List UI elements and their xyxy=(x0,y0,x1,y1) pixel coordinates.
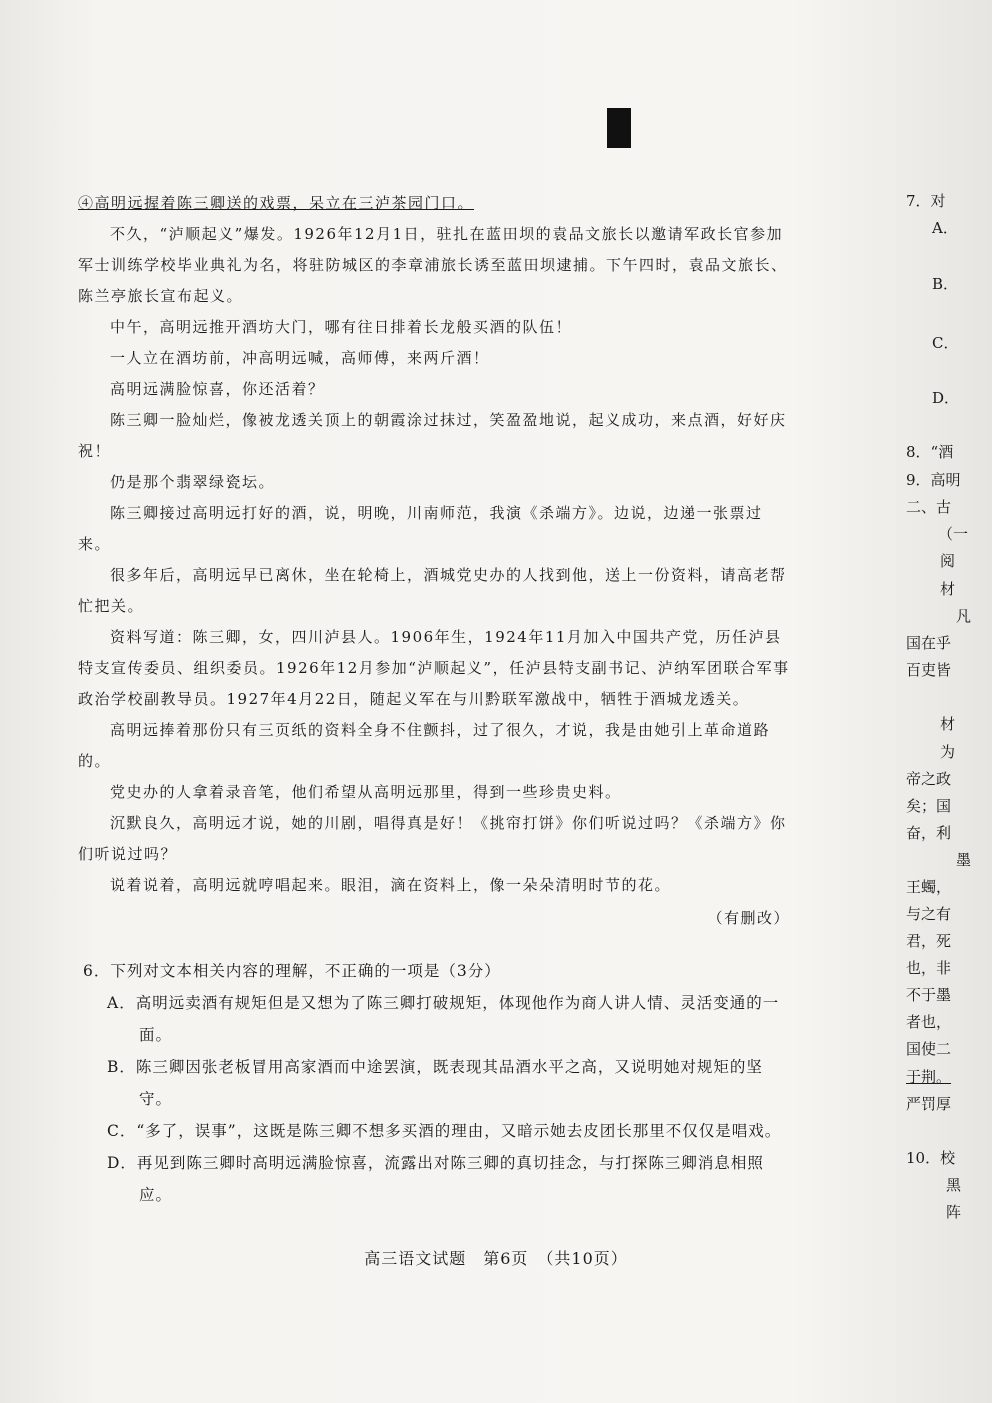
fragment-line: 不于墨 xyxy=(906,986,952,1004)
fragment-line: 10．校 xyxy=(906,1149,956,1167)
fragment-line: 与之有 xyxy=(906,905,952,923)
passage-paragraph: ④高明远握着陈三卿送的戏票，呆立在三泸茶园门口。 xyxy=(78,194,475,212)
option-b: B．陈三卿因张老板冒用高家酒而中途罢演，既表现其品酒水平之高，又说明她对规矩的坚守。 xyxy=(107,1058,763,1108)
fragment-line: B． xyxy=(932,275,959,293)
fragment-line: 奋，利 xyxy=(906,824,952,842)
fragment-line: 为 xyxy=(940,743,956,761)
fragment-line: 严罚厚 xyxy=(906,1095,952,1113)
passage-paragraph: 不久，“泸顺起义”爆发。1926年12月1日，驻扎在蓝田坝的袁品文旅长以邀请军政长官参加军士训练学校毕业典礼为名，将驻防城区的李章浦旅长诱至蓝田坝逮捕。下午四时，袁品文旅长、陈兰亭旅长宣布起义。 xyxy=(78,225,788,305)
passage-paragraph: 党史办的人拿着录音笔，他们希望从高明远那里，得到一些珍贵史料。 xyxy=(110,783,622,801)
fragment-line: 9．高明 xyxy=(906,471,961,489)
passage-paragraph: 说着说着，高明远就哼唱起来。眼泪，滴在资料上，像一朵朵清明时节的花。 xyxy=(110,876,672,894)
passage-paragraph: 仍是那个翡翠绿瓷坛。 xyxy=(110,473,276,491)
passage-paragraph: 一人立在酒坊前，冲高明远喊，高师傅，来两斤酒！ xyxy=(110,349,490,367)
scan-marker xyxy=(607,108,631,148)
fragment-line: 帝之政 xyxy=(906,770,952,788)
fragment-line: 7．对 xyxy=(906,192,946,210)
fragment-line: 百吏皆 xyxy=(906,661,952,679)
fragment-line: C． xyxy=(932,334,959,352)
passage-paragraph: 很多年后，高明远早已离休，坐在轮椅上，酒城党史办的人找到他，送上一份资料，请高老帮忙把关。 xyxy=(78,566,787,615)
next-column-fragment xyxy=(906,0,992,1403)
fragment-line: 二、古 xyxy=(906,498,952,516)
passage-paragraph: 沉默良久，高明远才说，她的川剧，唱得真是好！《挑帘打饼》你们听说过吗？《杀端方》你们听说过吗？ xyxy=(78,814,787,863)
passage-paragraph: 高明远满脸惊喜，你还活着？ xyxy=(110,380,325,398)
fragment-line: 矣；国 xyxy=(906,797,952,815)
fragment-line: 国使二 xyxy=(906,1040,952,1058)
fragment-line: 阅 xyxy=(940,552,956,570)
fragment-line: 8．“酒 xyxy=(906,443,954,461)
passage-paragraph: 高明远捧着那份只有三页纸的资料全身不住颤抖，过了很久，才说，我是由她引上革命道路的。 xyxy=(78,721,771,770)
fragment-line: 王蠋， xyxy=(906,878,952,896)
fragment-line: 墨 xyxy=(956,851,972,869)
fragment-line: 材 xyxy=(940,580,956,598)
fragment-line: 国在乎 xyxy=(906,634,952,652)
question-stem: 6．下列对文本相关内容的理解，不正确的一项是（3分） xyxy=(83,962,501,980)
fragment-line: 于荆。 xyxy=(906,1068,952,1086)
fragment-line: 凡 xyxy=(956,607,972,625)
passage xyxy=(78,188,790,934)
passage-paragraph: 中午，高明远推开酒坊大门，哪有往日排着长龙般买酒的队伍！ xyxy=(110,318,573,336)
fragment-line: A． xyxy=(932,219,958,237)
option-d: D．再见到陈三卿时高明远满脸惊喜，流露出对陈三卿的真切挂念，与打探陈三卿消息相照应。 xyxy=(107,1154,764,1204)
fragment-line: 也，非 xyxy=(906,959,952,977)
page-footer: 高三语文试题 第6页 （共10页） xyxy=(364,1249,628,1268)
passage-paragraph: 资料写道：陈三卿，女，四川泸县人。1906年生，1924年11月加入中国共产党，历任泸县特支宣传委员、组织委员。1926年12月参加“泸顺起义”，任泸县特支副书记、泸纳军团联合军事政治学校副教导员。1927年4月22日，随起义军在与川黔联军激战中，牺牲于酒城龙透关。 xyxy=(78,628,790,708)
source-note: （有删改） xyxy=(707,909,790,927)
question-6 xyxy=(83,955,795,1211)
option-c: C．“多了，误事”，这既是陈三卿不想多买酒的理由，又暗示她去皮团长那里不仅仅是唱戏。 xyxy=(107,1122,782,1140)
fragment-line: 阵 xyxy=(946,1203,962,1221)
fragment-line: 君，死 xyxy=(906,932,952,950)
passage-paragraph: 陈三卿一脸灿烂，像被龙透关顶上的朝霞涂过抹过，笑盈盈地说，起义成功，来点酒，好好庆祝！ xyxy=(78,411,787,460)
fragment-line: D． xyxy=(932,389,960,407)
fragment-line: （一 xyxy=(938,525,969,543)
fragment-line: 材 xyxy=(940,715,956,733)
fragment-line: 者也， xyxy=(906,1013,952,1031)
fragment-line: 黑 xyxy=(946,1176,962,1194)
option-a: A．高明远卖酒有规矩但是又想为了陈三卿打破规矩，体现他作为商人讲人情、灵活变通的一面。 xyxy=(107,994,780,1044)
passage-paragraph: 陈三卿接过高明远打好的酒，说，明晚，川南师范，我演《杀端方》。边说，边递一张票过来。 xyxy=(78,504,763,553)
